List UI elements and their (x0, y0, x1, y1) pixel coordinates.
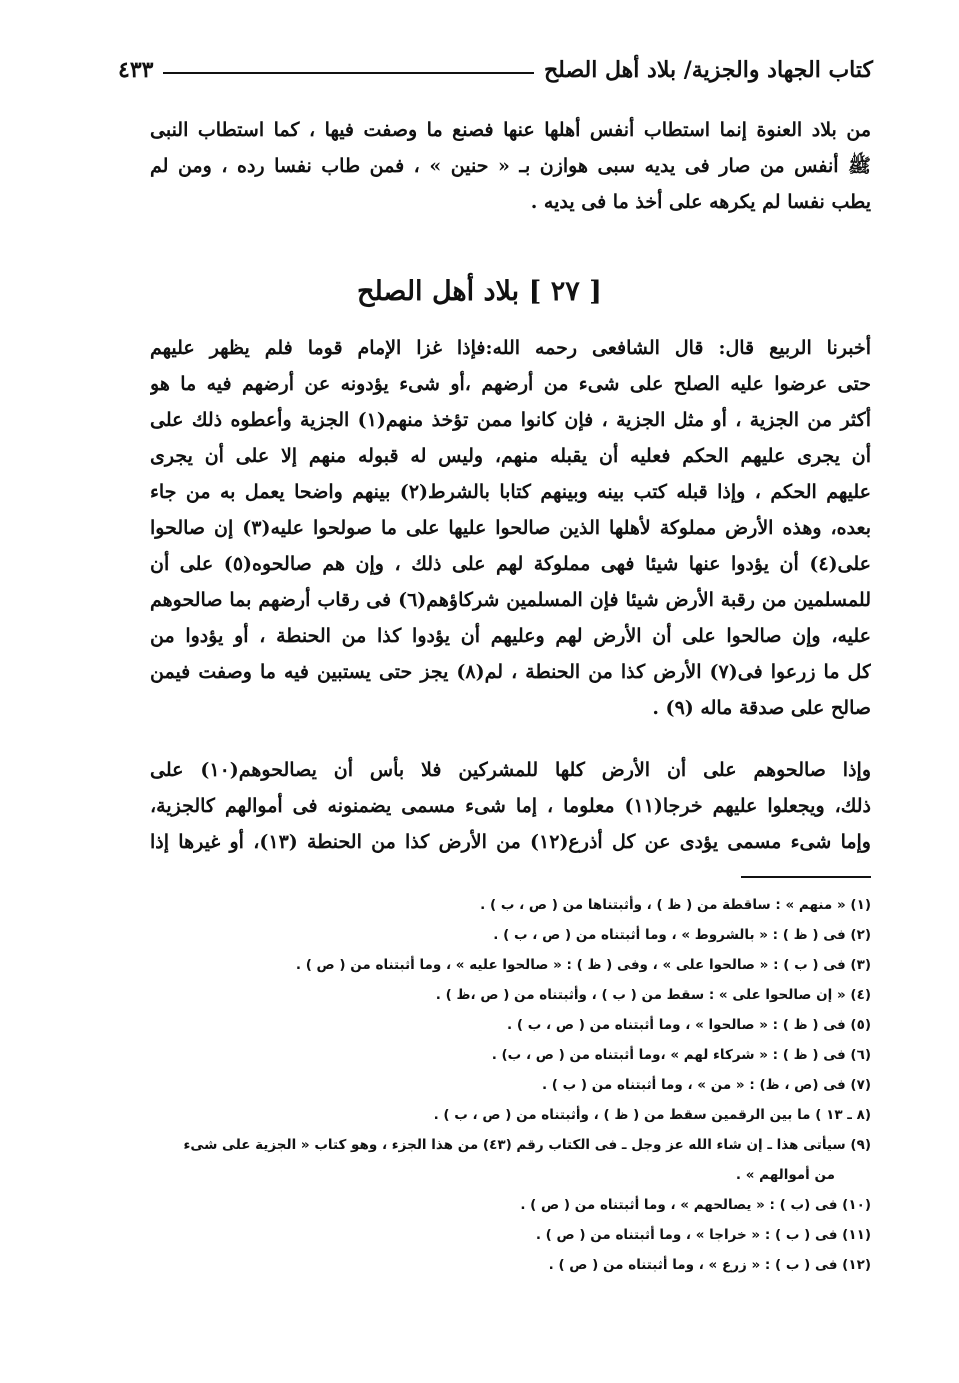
footnote: (٣) فى ( ب ) : « صالحوا على » ، وفى ( ظ ) : « صالحوا عليه » ، وما أثبتناه من ( ص ) . (295, 957, 871, 973)
text-line: صالح على صدقة ماله (٩) . (652, 697, 871, 719)
footnote-separator (741, 876, 871, 878)
footnote: (٩) سيأتى هذا ـ إن شاء الله عز وجل ـ فى الكتاب رقم (٤٣) من هذا الجزء ، وهو كتاب « الجزية على شىء (183, 1137, 871, 1153)
footnote: (١٠) فى (ب ) : « يصالحهم » ، وما أثبتناه من ( ص ) . (520, 1197, 871, 1213)
header-title: كتاب الجهاد والجزية/ بلاد أهل الصلح (543, 57, 873, 83)
footnote-continuation: من أموالهم » . (735, 1167, 835, 1183)
footnote: (٥) فى ( ظ ) : « صالحوا » ، وما أثبتناه من ( ص ، ب ) . (507, 1017, 871, 1033)
footnote: (١٢) فى ( ب ) : « زرع » ، وما أثبتناه من ( ص ) . (548, 1257, 871, 1273)
text-line: ﷺ أنفس من صار فى يديه سبى هوازن بـ « حنين » ، فمن طاب نفسا رده ، ومن لم (150, 155, 871, 177)
text-line: يطب نفسا لم يكرهه على أخذ ما فى يديه . (530, 191, 871, 213)
footnote: (١١) فى ( ب ) : « خراجا » ، وما أثبتناه من ( ص ) . (535, 1227, 871, 1243)
footnote: (١) « منهم » : ساقطة من ( ظ ) ، وأثبتناها من ( ص ، ب ) . (480, 897, 871, 913)
header-rule (163, 72, 534, 74)
text-line: أخبرنا الربيع قال: قال الشافعى رحمه الله:فإذا غزا الإمام قوما فلم يظهر عليهم (150, 337, 871, 359)
intro-paragraph (150, 112, 871, 220)
text-line: عليه، وإن صالحوا على أن الأرض لهم وعليهم أن يؤدوا كذا من الحنطة ، أو يؤدوا من (150, 625, 871, 647)
text-line: من بلاد العنوة إنما استطاب أنفس أهلها عنها فصنع ما وصفت فيها ، كما استطاب النبى (150, 119, 871, 141)
footnote: (٤) « إن صالحوا على » : سقط من ( ب ) ، وأثبتناه من ( ص ،ظ ) . (435, 987, 871, 1003)
footnote: (٢) فى ( ظ ) : « بالشروط » ، وما أثبتناه من ( ص ، ب ) . (493, 927, 871, 943)
text-line: للمسلمين من رقبة الأرض شيئا فإن المسلمين شركاؤهم(٦) فى رقاب أرضهم بما صالحوهم (150, 589, 871, 611)
running-header (118, 52, 873, 88)
text-line: ذلك، ويجعلوا عليهم خرجا(١١) معلوما ، إما شىء مسمى يضمنونه فى أموالهم كالجزية، (150, 795, 871, 817)
main-paragraph (150, 330, 871, 726)
text-line: وإما شىء مسمى يؤدى عن كل أذرع(١٢) من الأرض كذا من الحنطة (١٣)، أو غيرها إذا (150, 831, 871, 853)
text-line: حتى عرضوا عليه الصلح على شىء من أرضهم ،أو شىء يؤدونه عن أرضهم فيه ما هو (150, 373, 871, 395)
text-line: أكثر من الجزية ، أو مثل الجزية ، فإن كانوا ممن تؤخذ منهم(١) الجزية وأعطوه ذلك على (150, 409, 871, 431)
text-line: على(٤) أن يؤدوا عنها شيئا فهى مملوكة لهم على ذلك ، وإن هم صالحوه(٥) على أن (150, 553, 871, 575)
text-line: كل ما زرعوا فى(٧) الأرض كذا من الحنطة ، لم(٨) يجز حتى يستبين فيه ما وصفت فيمن (150, 661, 871, 683)
text-line: بعده، وهذه الأرض مملوكة لأهلها الذين صالحوا عليها على ما صولحوا عليه(٣) إن صالحوا (150, 517, 871, 539)
text-line: أن يجرى عليهم الحكم فعليه أن يقبله منهم، وليس له قبوله منهم إلا على أن يجرى (150, 445, 871, 467)
text-line: وإذا صالحوهم على أن الأرض كلها للمشركين فلا بأس أن يصالحوهم(١٠) على (150, 759, 871, 781)
footnote: (٧) فى (ص ، ظ) : « من » ، وما أثبتناه من ( ب ) . (541, 1077, 871, 1093)
text-line: عليهم الحكم ، وإذا قبله كتب بينه وبينهم كتابا بالشرط(٢) بينهم واضحا يعمل به من جاء (150, 481, 871, 503)
footnote: (٦) فى ( ظ ) : « شركاء لهم » ،وما أثبتناه من ( ص ، ب) . (491, 1047, 871, 1063)
page-number: ٤٣٣ (118, 57, 154, 83)
footnotes (150, 890, 871, 1280)
second-paragraph (150, 752, 871, 860)
section-heading: [ ٢٧ ] بلاد أهل الصلح (357, 276, 602, 307)
footnote: (٨ ـ ١٣ ) ما بين الرقمين سقط من ( ظ ) ، وأثبتناه من ( ص ، ب ) . (433, 1107, 871, 1123)
